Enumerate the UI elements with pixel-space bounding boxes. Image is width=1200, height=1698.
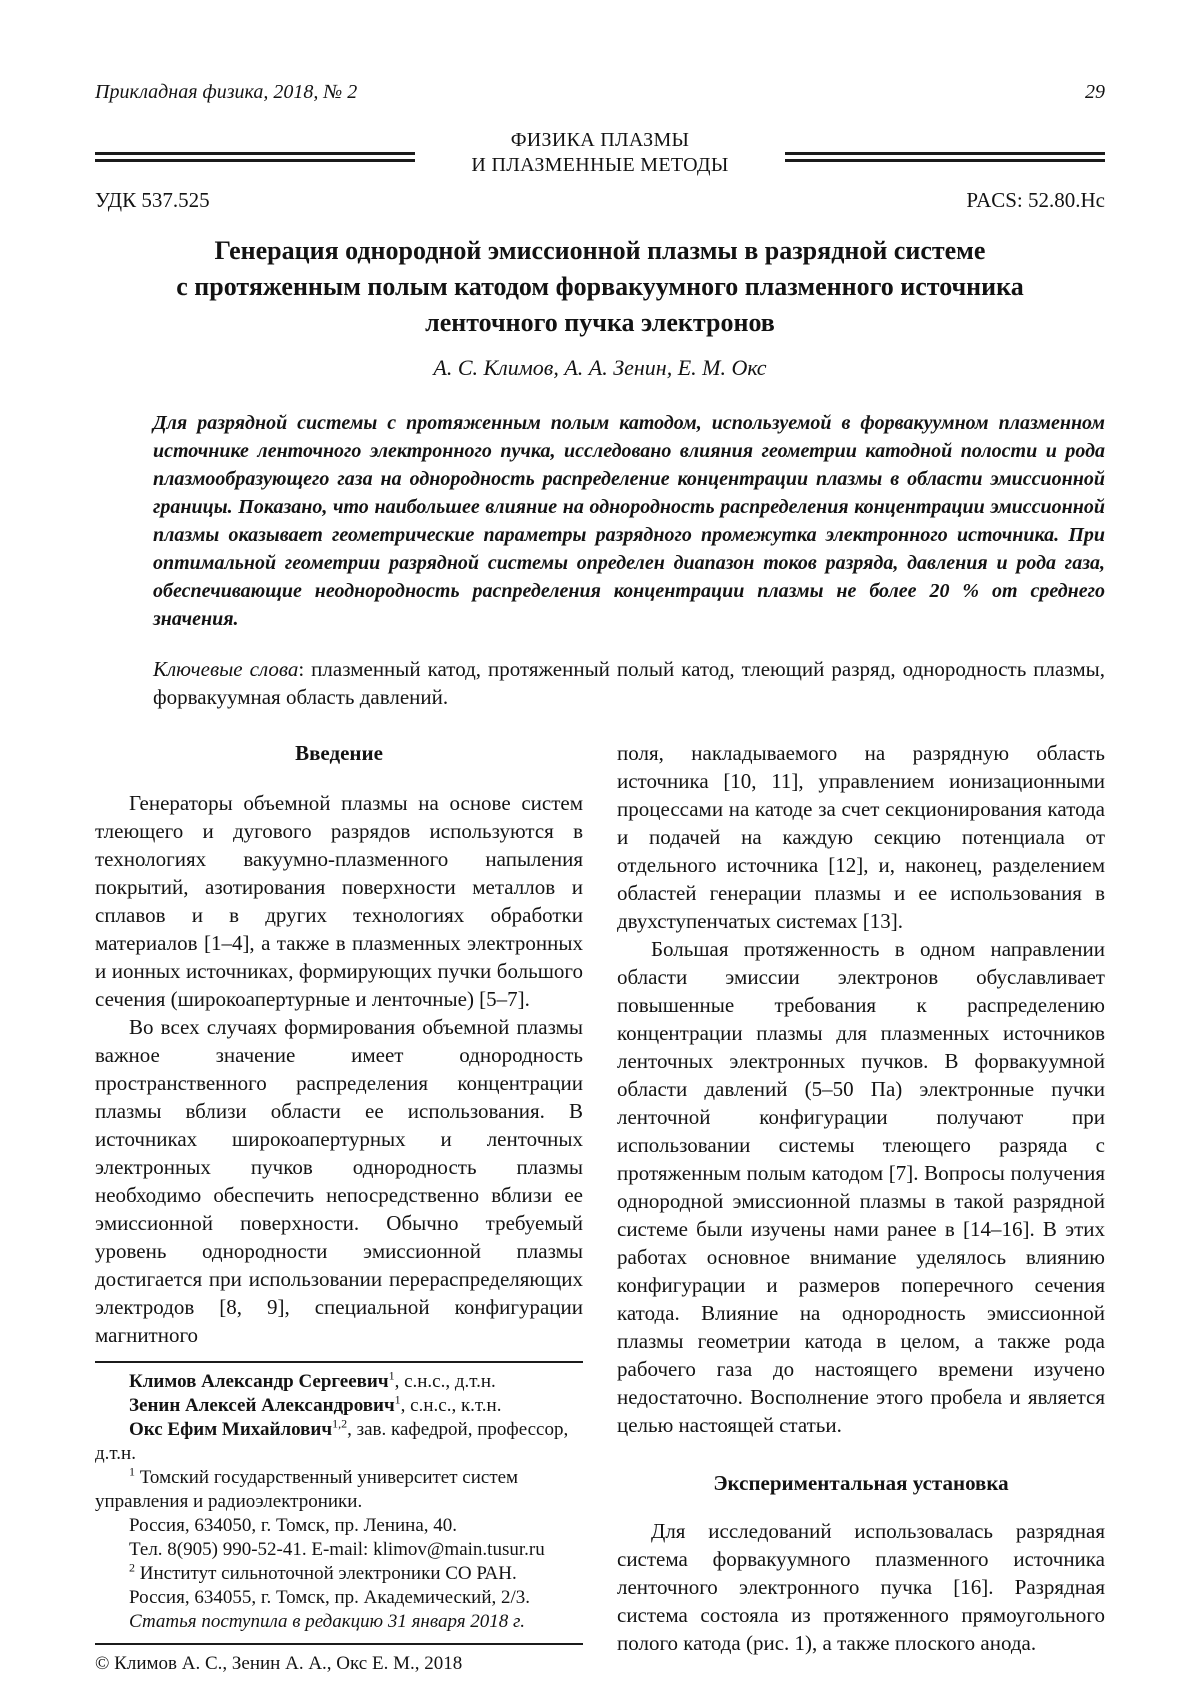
- running-head: [95, 80, 1105, 104]
- introduction-paragraph-1: Генераторы объемной плазмы на основе систем тлеющего и дугового разрядов используются в технологиях вакуумно-плазменного напыления покрытий, азотирования поверхности металлов и сплавов и в других технологиях обработки материалов [1–4], а также в плазменных электронных и ионных источниках, формирующих пучки большого сечения (широкоапертурные и ленточные) [5–7].: [95, 791, 583, 1011]
- introduction-paragraph-4: Большая протяженность в одном направлении области эмиссии электронов обуславливает повышенные требования к распределению концентрации плазмы для плазменных источников ленточных электронных пучков. В форвакуумной области давлений (5–50 Па) электронные пучки ленточной конфигурации получают при использовании системы тлеющего разряда с протяженным полым катодом [7]. Вопросы получения однородной эмиссионной плазмы в такой разрядной системе были изучены нами ранее в [14–16]. В этих работах основное внимание уделялось влиянию конфигурации и размеров поперечного сечения катода. Влияние на однородность эмиссионной плазмы геометрии катода в целом, а также рода рабочего газа до настоящего времени изучено недостаточно. Восполнение этого пробела и является целью настоящей статьи.: [617, 937, 1105, 1437]
- affiliation-text: Институт сильноточной электроники СО РАН.: [139, 1563, 517, 1584]
- affiliation-mark: 2: [129, 1560, 135, 1575]
- footnote-address-line: Россия, 634050, г. Томск, пр. Ленина, 40.: [129, 1515, 458, 1536]
- copyright-line: © Климов А. С., Зенин А. А., Окс Е. М., 2018: [95, 1643, 583, 1676]
- experimental-setup-paragraph-1: Для исследований использовалась разрядная система форвакуумного плазменного источника ленточного электронного пучка [16]. Разрядная система состояла из протяженного прямоугольного полого катода (рис. 1), а также плоского анода.: [617, 1519, 1105, 1655]
- footnote-author-degrees: , зав. кафедрой, профессор, д.т.н.: [95, 1419, 569, 1464]
- body-columns: [95, 739, 1105, 1676]
- introduction-paragraph-3: поля, накладываемого на разрядную область источника [10, 11], управлением ионизационными процессами на катоде за счет секционирования катода и подачей на каждую секцию потенциала от отдельного источника [12], и, наконец, разделением областей генерации плазмы и ее использования в двухступенчатых системах [13].: [617, 741, 1105, 933]
- article-title: [95, 233, 1105, 341]
- footnote-author-line: [95, 1394, 583, 1418]
- footnote-author-degrees: , с.н.с., к.т.н.: [400, 1395, 502, 1416]
- journal-reference: Прикладная физика, 2018, № 2: [95, 81, 358, 103]
- double-rule-right: [785, 152, 1105, 162]
- footnote-affiliation-line: [95, 1466, 583, 1514]
- title-line-1: Генерация однородной эмиссионной плазмы в разрядной системе: [214, 236, 986, 265]
- introduction-heading: Введение: [295, 741, 383, 765]
- column-left: [95, 739, 583, 1676]
- footnote-address-line: Россия, 634055, г. Томск, пр. Академический, 2/3.: [129, 1587, 531, 1608]
- section-banner-line1: ФИЗИКА ПЛАЗМЫ: [510, 129, 690, 151]
- section-banner: [95, 128, 1105, 178]
- page-number: 29: [1085, 81, 1105, 103]
- author-footnote: [95, 1361, 583, 1634]
- title-line-2: с протяженным полым катодом форвакуумного плазменного источника: [176, 272, 1024, 301]
- footnote-author-line: [95, 1418, 583, 1466]
- footnote-author-name: Климов Александр Сергеевич: [129, 1371, 389, 1392]
- footnote-author-affil-mark: 1,2: [332, 1416, 348, 1431]
- footnote-author-degrees: , с.н.с., д.т.н.: [394, 1371, 496, 1392]
- affiliation-mark: 1: [129, 1464, 135, 1479]
- affiliation-text: Томский государственный университет систем управления и радиоэлектроники.: [95, 1467, 519, 1512]
- received-note: Статья поступила в редакцию 31 января 2018 г.: [129, 1611, 525, 1632]
- keywords-label: Ключевые слова: [153, 657, 299, 681]
- keywords-text: : плазменный катод, протяженный полый катод, тлеющий разряд, однородность плазмы, форвакуумная область давлений.: [153, 657, 1105, 709]
- abstract-paragraph: Для разрядной системы с протяженным полым катодом, используемой в форвакуумном плазменном источнике ленточного электронного пучка, исследовано влияния геометрии катодной полости и рода плазмообразующего газа на однородность распределение концентрации плазмы в области эмиссионной границы. Показано, что наибольшее влияние на однородность распределения концентрации эмиссионной плазмы оказывает геометрические параметры разрядного промежутка электронного источника. При оптимальной геометрии разрядной системы определен диапазон токов разряда, давления и рода газа, обеспечивающие неоднородность распределения концентрации плазмы не более 20 % от среднего значения.: [153, 412, 1105, 630]
- section-banner-line2: И ПЛАЗМЕННЫЕ МЕТОДЫ: [471, 154, 729, 176]
- experimental-setup-heading: Экспериментальная установка: [713, 1471, 1009, 1495]
- introduction-paragraph-2: Во всех случаях формирования объемной плазмы важное значение имеет однородность пространственного распределения концентрации плазмы вблизи области ее использования. В источниках широкоапертурных и ленточных электронных пучков однородность плазмы необходимо обеспечить непосредственно вблизи ее эмиссионной поверхности. Обычно требуемый уровень однородности эмиссионной плазмы достигается при использовании перераспределяющих электродов [8, 9], специальной конфигурации магнитного: [95, 1015, 583, 1347]
- footnote-author-affil-mark: 1: [394, 1392, 401, 1407]
- udk-code: УДК 537.525: [95, 188, 210, 212]
- footnote-author-affil-mark: 1: [388, 1368, 395, 1383]
- classification-codes: [95, 188, 1105, 213]
- pacs-code: PACS: 52.80.Hc: [966, 188, 1105, 212]
- footnote-contact-line: Тел. 8(905) 990-52-41. E-mail: klimov@main.tusur.ru: [129, 1539, 545, 1560]
- double-rule-left: [95, 152, 415, 162]
- title-line-3: ленточного пучка электронов: [425, 308, 775, 337]
- footnote-author-name: Зенин Алексей Александрович: [129, 1395, 395, 1416]
- keywords-paragraph: [153, 655, 1105, 711]
- section-banner-title: [415, 128, 785, 178]
- column-right: [617, 739, 1105, 1676]
- footnote-affiliation-line: [95, 1562, 583, 1586]
- footnote-author-name: Окс Ефим Михайлович: [129, 1419, 333, 1440]
- authors-line: А. С. Климов, А. А. Зенин, Е. М. Окс: [433, 355, 767, 380]
- footnote-author-line: [95, 1370, 583, 1394]
